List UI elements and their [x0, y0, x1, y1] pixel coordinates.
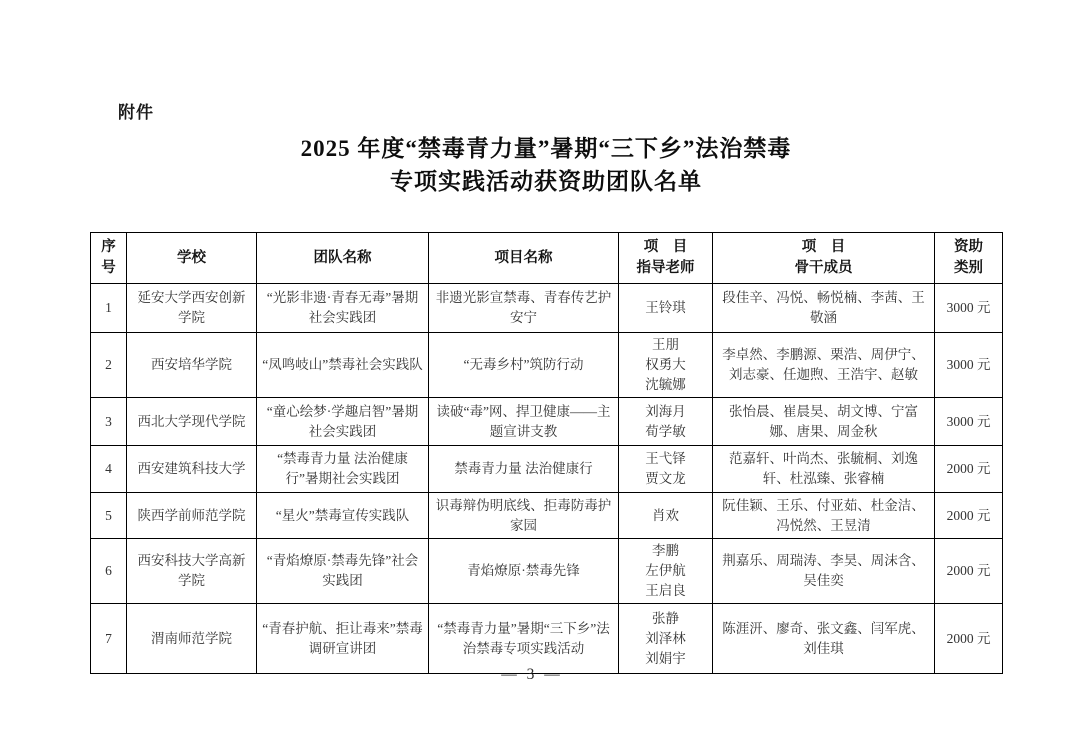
cell-serial-number: 4	[91, 446, 127, 493]
cell-school: 西安科技大学高新学院	[127, 539, 257, 604]
cell-project-advisors	[619, 446, 713, 493]
cell-core-members: 张怡晨、崔晨昊、胡文博、宁富娜、唐果、周金秋	[713, 398, 935, 446]
cell-school: 西安培华学院	[127, 333, 257, 398]
cell-funding-category: 3000 元	[935, 398, 1003, 446]
cell-funding-category: 2000 元	[935, 604, 1003, 674]
cell-project-name: 读破“毒”网、捍卫健康——主题宣讲支教	[429, 398, 619, 446]
cell-serial-number: 2	[91, 333, 127, 398]
cell-funding-category: 2000 元	[935, 539, 1003, 604]
column-header-school: 学校	[127, 233, 257, 284]
page-number: — 3 —	[501, 666, 563, 683]
cell-project-advisors	[619, 333, 713, 398]
cell-core-members: 荆嘉乐、周瑞涛、李昊、周沫含、吴佳奕	[713, 539, 935, 604]
advisor-name: 荀学敏	[645, 423, 686, 439]
advisor-name: 沈毓娜	[645, 377, 686, 392]
cell-funding-category: 2000 元	[935, 446, 1003, 493]
cell-project-name: 青焰燎原·禁毒先锋	[429, 539, 619, 604]
cell-team-name: “青春护航、拒让毒来”禁毒调研宣讲团	[257, 604, 429, 674]
column-header-fund: 资助 类别	[935, 233, 1003, 284]
cell-team-name: “青焰燎原·禁毒先锋”社会实践团	[257, 539, 429, 604]
cell-school: 延安大学西安创新学院	[127, 284, 257, 333]
cell-team-name: “光影非遗·青春无毒”暑期社会实践团	[257, 284, 429, 333]
cell-funding-category: 3000 元	[935, 333, 1003, 398]
cell-core-members: 李卓然、李鹏源、栗浩、周伊宁、刘志豪、任迦煦、王浩宇、赵敏	[713, 333, 935, 398]
cell-team-name: “星火”禁毒宣传实践队	[257, 493, 429, 539]
cell-core-members: 范嘉轩、叶尚杰、张毓桐、刘逸轩、杜泓臻、张睿楠	[713, 446, 935, 493]
column-header-project: 项目名称	[429, 233, 619, 284]
cell-project-advisors	[619, 398, 713, 446]
table-row	[91, 333, 1003, 398]
cell-school: 陕西学前师范学院	[127, 493, 257, 539]
advisor-name: 刘娟宇	[645, 650, 686, 666]
cell-school: 西北大学现代学院	[127, 398, 257, 446]
cell-project-name: 非遗光影宣禁毒、青春传艺护安宁	[429, 284, 619, 333]
cell-core-members: 段佳辛、冯悦、畅悦楠、李茜、王敬涵	[713, 284, 935, 333]
cell-project-name: “禁毒青力量”暑期“三下乡”法治禁毒专项实践活动	[429, 604, 619, 674]
cell-team-name: “童心绘梦·学趣启智”暑期社会实践团	[257, 398, 429, 446]
advisor-name: 张静	[652, 610, 679, 626]
cell-team-name: “禁毒青力量 法治健康行”暑期社会实践团	[257, 446, 429, 493]
cell-project-advisors	[619, 539, 713, 604]
cell-core-members: 阮佳颖、王乐、付亚茹、杜金洁、冯悦然、王昱清	[713, 493, 935, 539]
cell-serial-number: 1	[91, 284, 127, 333]
cell-project-name: 识毒辩伪明底线、拒毒防毒护家园	[429, 493, 619, 539]
cell-core-members: 陈涯汧、廖奇、张文鑫、闫军虎、刘佳琪	[713, 604, 935, 674]
column-header-advisor: 项 目 指导老师	[619, 233, 713, 284]
cell-serial-number: 3	[91, 398, 127, 446]
title-line-2: 专项实践活动获资助团队名单	[390, 169, 702, 194]
advisor-name: 李鹏	[652, 543, 679, 558]
advisor-name: 权勇大	[645, 357, 686, 372]
table-row	[91, 446, 1003, 493]
cell-project-advisors	[619, 284, 713, 333]
cell-team-name: “凤鸣岐山”禁毒社会实践队	[257, 333, 429, 398]
column-header-members: 项 目 骨干成员	[713, 233, 935, 284]
table-row	[91, 539, 1003, 604]
cell-school: 西安建筑科技大学	[127, 446, 257, 493]
cell-project-name: “无毒乡村”筑防行动	[429, 333, 619, 398]
advisor-name: 王朋	[652, 337, 679, 352]
table-row	[91, 284, 1003, 333]
cell-serial-number: 5	[91, 493, 127, 539]
cell-school: 渭南师范学院	[127, 604, 257, 674]
table-header-row	[91, 233, 1003, 284]
column-header-no: 序 号	[91, 233, 127, 284]
table-row	[91, 493, 1003, 539]
advisor-name: 刘泽林	[645, 630, 686, 646]
advisor-name: 刘海月	[645, 403, 686, 419]
funded-teams-table	[90, 232, 1003, 674]
advisor-name: 王启良	[645, 583, 686, 598]
title-line-1: 2025 年度“禁毒青力量”暑期“三下乡”法治禁毒	[300, 136, 792, 161]
cell-funding-category: 2000 元	[935, 493, 1003, 539]
advisor-name: 肖欢	[652, 507, 679, 523]
cell-project-name: 禁毒青力量 法治健康行	[429, 446, 619, 493]
advisor-name: 贾文龙	[645, 471, 686, 486]
column-header-team: 团队名称	[257, 233, 429, 284]
cell-serial-number: 7	[91, 604, 127, 674]
attachment-label: 附件	[118, 103, 154, 122]
document-title	[90, 132, 1002, 198]
cell-project-advisors	[619, 493, 713, 539]
table-row	[91, 604, 1003, 674]
cell-funding-category: 3000 元	[935, 284, 1003, 333]
cell-serial-number: 6	[91, 539, 127, 604]
cell-project-advisors	[619, 604, 713, 674]
advisor-name: 王弋铎	[645, 451, 686, 466]
advisor-name: 左伊航	[645, 563, 686, 578]
advisor-name: 王铃琪	[645, 300, 686, 315]
table-row	[91, 398, 1003, 446]
